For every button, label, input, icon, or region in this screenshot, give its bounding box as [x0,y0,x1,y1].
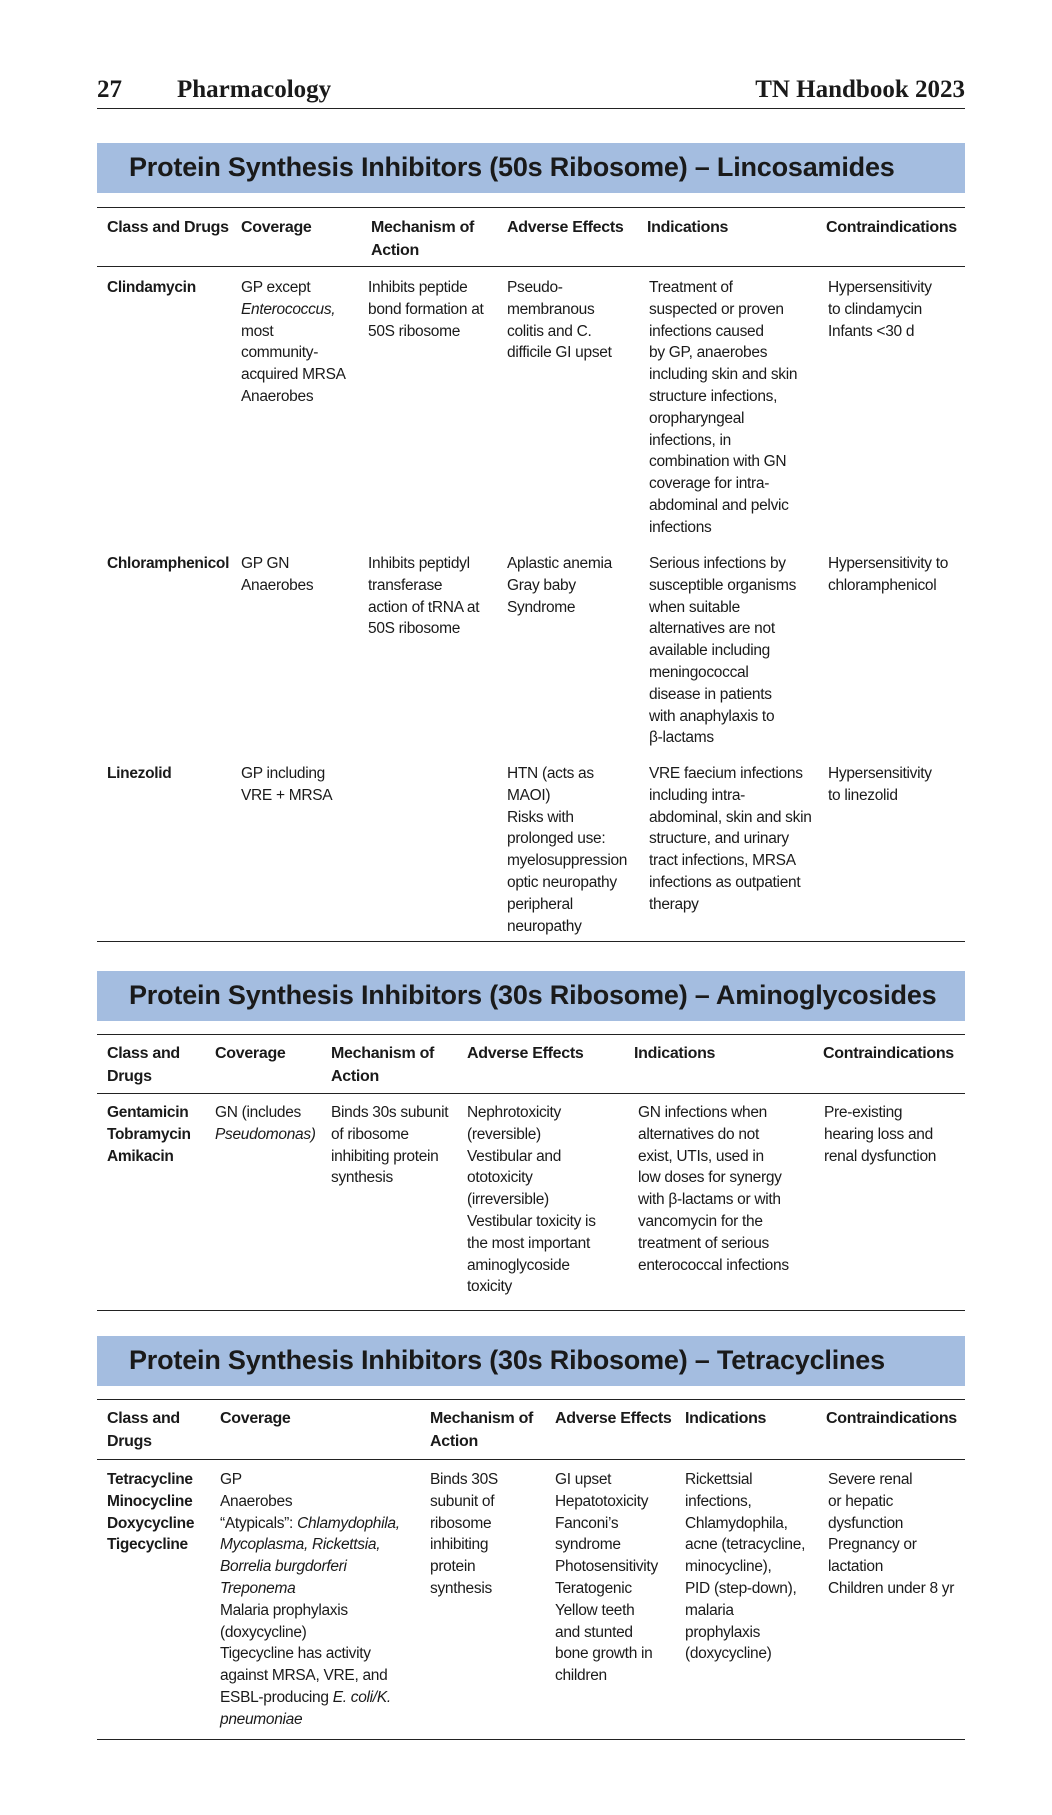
book-title: TN Handbook 2023 [755,76,965,103]
tetracyclines-title: Protein Synthesis Inhibitors (30s Ribosome) – Tetracyclines [129,1345,885,1375]
col-header-coverage: Coverage [215,1045,286,1062]
lincosamides-title-band [97,143,965,193]
mechanism-cell: Inhibits peptide bond formation at 50S ribosome [368,279,484,340]
col-header-contraindications: Contraindications [826,1410,957,1427]
page-number: 27 [97,76,122,103]
indications-cell: Serious infections by susceptible organisms when suitable alternatives are not available including meningococcal disease in patients with anaphylaxis to β-lactams [649,555,797,747]
contraindications-cell: Hypersensitivity to clindamycin Infants <30 d [828,279,932,340]
table-top-rule [97,1399,965,1400]
drug-name: Clindamycin [107,279,196,296]
col-header-contraindications: Contraindications [823,1045,954,1062]
indications-cell: VRE faecium infections including intra- abdominal, skin and skin structure, and urinary tract infections, MRSA infections as outpatient therapy [649,765,812,913]
drug-names: Tetracycline Minocycline Doxycycline Tigecycline [107,1471,195,1554]
col-header-indications: Indications [685,1410,767,1427]
adverse-cell: GI upset Hepatotoxicity Fanconi’s syndrome Photosensitivity Teratogenic Yellow teeth and stunted bone growth in children [555,1471,658,1685]
lincosamides-title: Protein Synthesis Inhibitors (50s Ribosome) – Lincosamides [129,152,895,182]
col-header-coverage: Coverage [220,1410,291,1427]
aminoglycosides-title-band [97,971,965,1021]
table-top-rule [97,1034,965,1035]
tetracyclines-title-band [97,1336,965,1386]
coverage-cell: GP except Enterococcus, most community- acquired MRSA Anaerobes [241,279,346,405]
aminoglycosides-title: Protein Synthesis Inhibitors (30s Ribosome) – Aminoglycosides [129,980,937,1010]
adverse-cell: Aplastic anemia Gray baby Syndrome [507,555,612,616]
col-header-adverse: Adverse Effects [467,1045,584,1062]
coverage-cell: GN (includes Pseudomonas) [215,1104,316,1143]
coverage-cell: GP Anaerobes “Atypicals”: Chlamydophila, Mycoplasma, Rickettsia, Borrelia burgdorferi Treponema Malaria prophylaxis (doxycycline) Tigecycline has activity against MRSA, VRE, and ESBL-producing E. coli/K. pneumoniae [220,1471,400,1728]
col-header-class: Class and Drugs [107,1045,180,1085]
contraindications-cell: Hypersensitivity to chloramphenicol [828,555,949,594]
mechanism-cell: Inhibits peptidyl transferase action of tRNA at 50S ribosome [368,555,480,638]
indications-cell: Treatment of suspected or proven infections caused by GP, anaerobes including skin and skin structure infections, oropharyngeal infections, in combination with GN coverage for intra- abdominal and pelvic infections [649,279,798,536]
drug-name: Chloramphenicol [107,555,230,572]
col-header-adverse: Adverse Effects [555,1410,672,1427]
contraindications-cell: Severe renal or hepatic dysfunction Pregnancy or lactation Children under 8 yr [828,1471,955,1597]
adverse-cell: Nephrotoxicity (reversible) Vestibular and ototoxicity (irreversible) Vestibular toxicity is the most important aminoglycoside toxicity [467,1104,596,1296]
table-top-rule [97,207,965,208]
col-header-mechanism: Mechanism of Action [331,1045,435,1085]
col-header-coverage: Coverage [241,219,312,236]
adverse-cell: HTN (acts as MAOI) Risks with prolonged use: myelosuppression optic neuropathy peripheral neuropathy [507,765,628,935]
header-rule [97,1459,965,1460]
page-header [97,74,965,109]
contraindications-cell: Pre-existing hearing loss and renal dysfunction [824,1104,937,1165]
mechanism-cell: Binds 30S subunit of ribosome inhibiting protein synthesis [430,1471,498,1597]
col-header-adverse: Adverse Effects [507,219,624,236]
header-rule [97,266,965,267]
col-header-indications: Indications [634,1045,716,1062]
table-bottom-rule [97,941,965,942]
aminoglycosides-table [97,1034,965,1314]
tetracyclines-table [97,1399,965,1745]
adverse-cell: Pseudo- membranous colitis and C. difficile GI upset [507,279,612,362]
col-header-mechanism: Mechanism of Action [430,1410,534,1450]
coverage-cell: GP GN Anaerobes [241,555,314,594]
indications-cell: Rickettsial infections, Chlamydophila, acne (tetracycline, minocycline), PID (step-down), malaria prophylaxis (doxycycline) [685,1471,806,1663]
col-header-class: Class and Drugs [107,219,229,236]
col-header-contraindications: Contraindications [826,219,957,236]
contraindications-cell: Hypersensitivity to linezolid [828,765,932,804]
table-bottom-rule [97,1739,965,1740]
table-bottom-rule [97,1310,965,1311]
col-header-indications: Indications [647,219,729,236]
drug-names: Gentamicin Tobramycin Amikacin [107,1104,191,1165]
header-rule [97,1093,965,1094]
drug-name: Linezolid [107,765,172,782]
indications-cell: GN infections when alternatives do not exist, UTIs, used in low doses for synergy with β-lactams or with vancomycin for the treatment of serious enterococcal infections [638,1104,789,1274]
section-title: Pharmacology [177,76,332,103]
col-header-mechanism: Mechanism of Action [371,219,475,259]
lincosamides-table [97,207,965,947]
col-header-class: Class and Drugs [107,1410,180,1450]
mechanism-cell: Binds 30s subunit of ribosome inhibiting protein synthesis [331,1104,449,1187]
coverage-cell: GP including VRE + MRSA [241,765,333,804]
